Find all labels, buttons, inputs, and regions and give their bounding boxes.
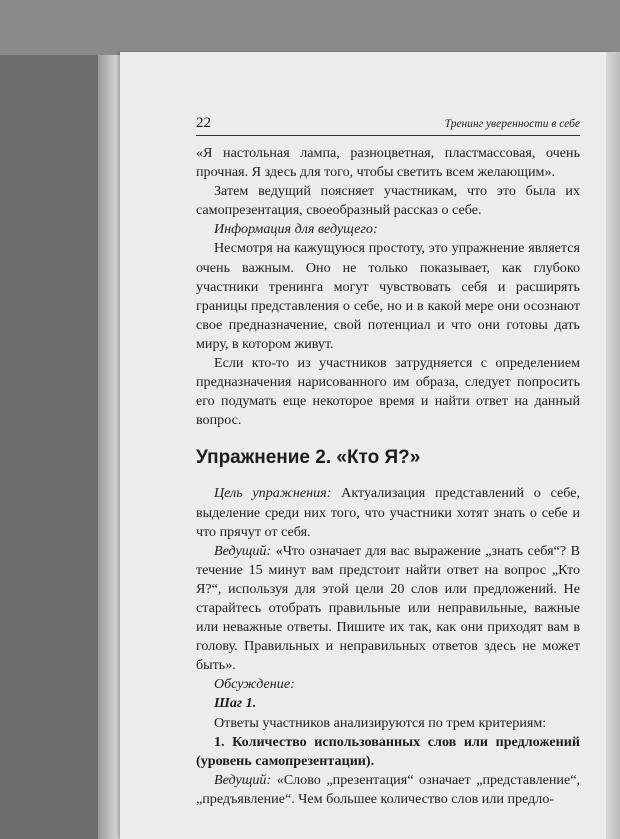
exercise-goal <box>196 484 580 541</box>
page-number: 22 <box>196 115 211 131</box>
page-content <box>196 114 580 809</box>
host-presentation-text: «Слово „презентация“ означает „представление“, „предъявление“. Чем большее количество слов или предло- <box>196 771 580 807</box>
step-label: Шаг 1. <box>214 695 257 712</box>
paragraph-difficulty: Если кто-то из участников затрудняется с определением предназначения нарисованного им образа, следует попросить его подумать еще некоторое время и найти ответ на данный вопрос. <box>196 355 580 429</box>
paragraph-lamp-quote: «Я настольная лампа, разноцветная, пластмассовая, очень прочная. Я здесь для того, чтобы светить всем желающим». <box>196 145 580 181</box>
goal-text: Актуализация представлений о себе, выделение среди них того, что участники хотят знать о себе и что прячут от себя. <box>196 485 580 540</box>
host-label: Ведущий: <box>214 542 272 559</box>
criteria-intro: Ответы участников анализируются по трем критериям: <box>214 714 547 731</box>
goal-label: Цель упражнения: <box>214 485 332 502</box>
host-instruction-text: «Что означает для вас выражение „знать себя“? В течение 15 минут вам предстоит найти ответ на вопрос „Кто Я?“, используя для этой цели 20 слов или предложений. Не старайтесь отобрать правильные или неправильные, важные или неважные ответы. Пишите их так, как они приходят вам в голову. Правильных и неправильных ответов здесь не может быть». <box>196 542 580 674</box>
host-instruction <box>196 542 580 676</box>
host-label-2: Ведущий: <box>214 771 272 788</box>
running-header <box>196 114 580 136</box>
paragraph-importance: Несмотря на кажущуюся простоту, это упражнение является очень важным. Оно не только показывает, как глубоко участники тренинга могут чувствовать себя и расширять границы представления о себе, но и в какой мере они осознают свое предназначение, свой потенциал и что они готовы дать миру, в котором живут. <box>196 240 580 352</box>
info-for-host-label: Информация для ведущего: <box>214 221 378 238</box>
page-edge <box>606 52 620 839</box>
paragraph-self-presentation: Затем ведущий поясняет участникам, что это была их самопрезентация, своеобразный рассказ о себе. <box>196 183 580 219</box>
book-title: Тренинг уверенности в себе <box>444 118 580 130</box>
discussion-label: Обсуждение: <box>214 676 295 693</box>
criterion-1: 1. Количество использованных слов или предложений (уровень самопрезентации). <box>196 733 580 769</box>
host-presentation-note <box>196 771 580 809</box>
exercise-heading: Упражнение 2. «Кто Я?» <box>196 447 421 469</box>
scan-background-top <box>0 0 620 55</box>
